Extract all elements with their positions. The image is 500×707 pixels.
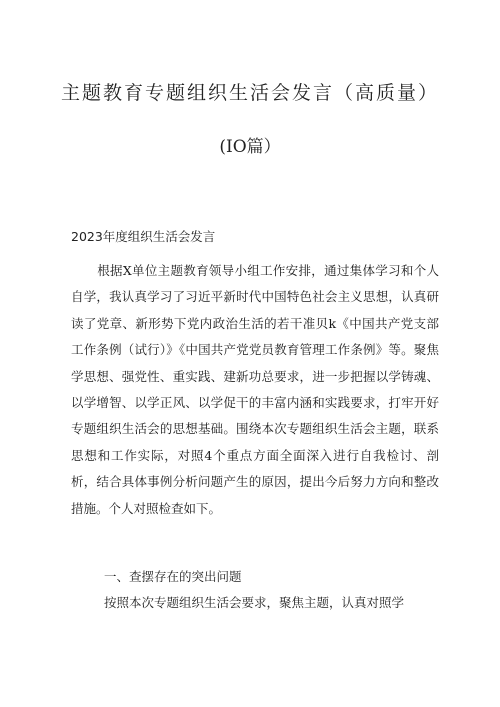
body-paragraph-1: 根据X单位主题教育领导小组工作安排，通过集体学习和个人自学，我认真学习了习近平新时代中国特色社会主义思想，认真研读了党章、新形势下党内政治生活的若干准贝k《中国共产党支部工作条例（试行）》《中国共产党党员教育管理工作条例》等。聚焦学思想、强党性、重实践、建新功总要求，进一步把握以学铸魂、以学增智、以学正风、以学促干的丰富内涵和实践要求，打牢开好专题组织生活会的思想基础。围绕本次专题组织生活会主题，联系思想和工作实际，对照4个重点方面全面深入进行自我检讨、剖析，结合具体事例分析问题产生的原因，提出今后努力方向和整改措施。个人对照检查如下。: [71, 263, 439, 516]
document-subtitle: (IO篇）: [219, 137, 281, 157]
body-paragraph-2: 按照本次专题组织生活会要求，聚焦主题，认真对照学: [104, 595, 405, 610]
heading-1: 一、查摆存在的突出问题: [104, 569, 242, 584]
section-heading: 2023年度组织生活会发言: [71, 229, 216, 244]
document-title: 主题教育专题组织生活会发言（高质量）: [60, 82, 439, 104]
